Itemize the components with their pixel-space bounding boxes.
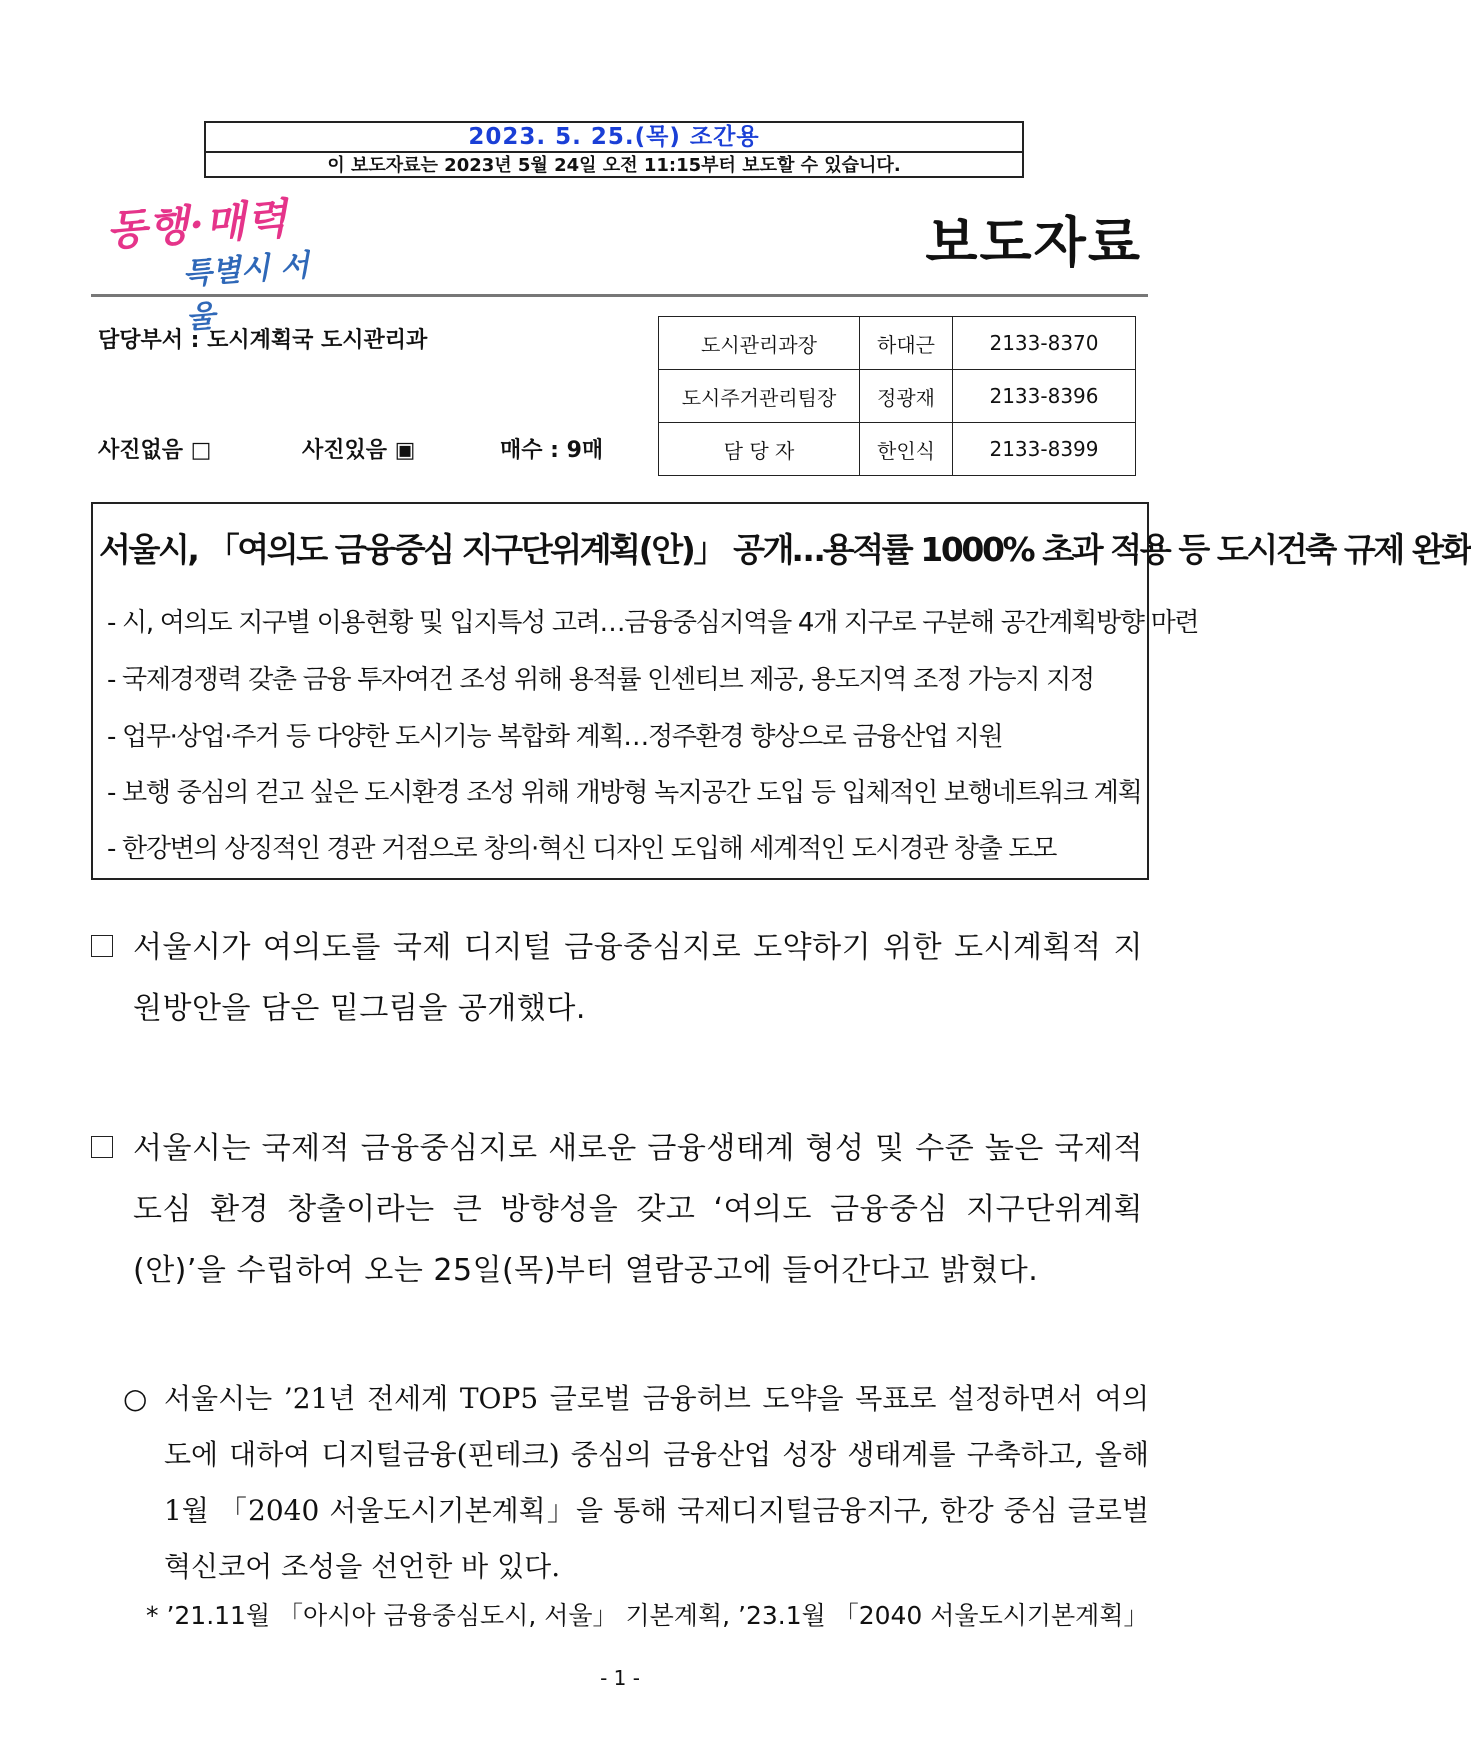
contact-role: 도시주거관리팀장 (659, 370, 860, 423)
sub-paragraph-text: 서울시는 ’21년 전세계 TOP5 글로벌 금융허브 도약을 목표로 설정하면서 여의도에 대하여 디지털금융(핀테크) 중심의 금융산업 성장 생태계를 구축하고, 올해 1월 「2040 서울도시기본계획」을 통해 국제디지털금융지구, 한강 중심 글로벌 혁신코어 조성을 선언한 바 있다. (164, 1382, 1149, 1583)
contact-phone: 2133-8370 (953, 317, 1136, 370)
square-bullet-icon (91, 935, 113, 957)
square-bullet-icon (91, 1136, 113, 1158)
paragraph-text: 서울시가 여의도를 국제 디지털 금융중심지로 도약하기 위한 도시계획적 지원방안을 담은 밑그림을 공개했다. (133, 930, 1143, 1026)
summary-bullet: - 한강변의 상징적인 경관 거점으로 창의·혁신 디자인 도입해 세계적인 도시경관 창출 도모 (107, 834, 1057, 864)
no-photo-checkbox-label: 사진없음 □ (98, 438, 212, 463)
release-date: 2023. 5. 25.(목) 조간용 (206, 123, 1022, 153)
contact-role: 담 당 자 (659, 423, 860, 476)
headline: 서울시, 「여의도 금융중심 지구단위계획(안)」 공개…용적률 1000% 초과 적용 등 도시건축 규제 완화 (99, 530, 1471, 569)
contact-row (659, 423, 1136, 476)
contact-name: 한인식 (860, 423, 953, 476)
photo-info-row (98, 433, 603, 464)
summary-bullet: - 시, 여의도 지구별 이용현황 및 입지특성 고려…금융중심지역을 4개 지구로 구분해 공간계획방향 마련 (107, 608, 1199, 638)
embargo-note: 이 보도자료는 2023년 5월 24일 오전 11:15부터 보도할 수 있습니다. (327, 155, 901, 176)
contact-row (659, 370, 1136, 423)
with-photo-checkbox-label: 사진있음 ▣ (302, 438, 416, 463)
photo-count: 매수 : 9매 (500, 438, 604, 463)
department-label: 담당부서 : 도시계획국 도시관리과 (98, 328, 428, 353)
contact-phone: 2133-8396 (953, 370, 1136, 423)
release-info-box (204, 121, 1024, 178)
contact-name: 하대근 (860, 317, 953, 370)
seoul-slogan-logo (104, 192, 326, 336)
logo-text-line1: 동행·매력 (104, 193, 290, 256)
summary-bullet: - 국제경쟁력 갖춘 금융 투자여건 조성 위해 용적률 인센티브 제공, 용도지역 조정 가능지 지정 (107, 665, 1094, 695)
document-type-title: 보도자료 (925, 211, 1142, 274)
summary-bullet: - 업무·상업·주거 등 다양한 도시기능 복합화 계획…정주환경 향상으로 금융산업 지원 (107, 722, 1003, 752)
contact-name: 정광재 (860, 370, 953, 423)
contact-phone: 2133-8399 (953, 423, 1136, 476)
summary-box (91, 502, 1471, 880)
footnote: * ’21.11월 「아시아 금융중심도시, 서울」 기본계획, ’23.1월 「2040 서울도시기본계획」 (146, 1601, 1149, 1630)
summary-bullet: - 보행 중심의 걷고 싶은 도시환경 조성 위해 개방형 녹지공간 도입 등 입체적인 보행네트워크 계획 (107, 778, 1142, 808)
contact-table (658, 316, 1136, 476)
paragraph-text: 서울시는 국제적 금융중심지로 새로운 금융생태계 형성 및 수준 높은 국제적 도심 환경 창출이라는 큰 방향성을 갖고 ‘여의도 금융중심 지구단위계획(안)’을 수립하여 오는 25일(목)부터 열람공고에 들어간다고 밝혔다. (133, 1131, 1143, 1288)
contact-role: 도시관리과장 (659, 317, 860, 370)
page-number: - 1 - (600, 1666, 640, 1690)
circle-bullet-icon: ○ (123, 1382, 148, 1415)
contact-row (659, 317, 1136, 370)
logo-text-line2: 특별시 서울 (181, 248, 311, 336)
header-divider (91, 294, 1148, 297)
